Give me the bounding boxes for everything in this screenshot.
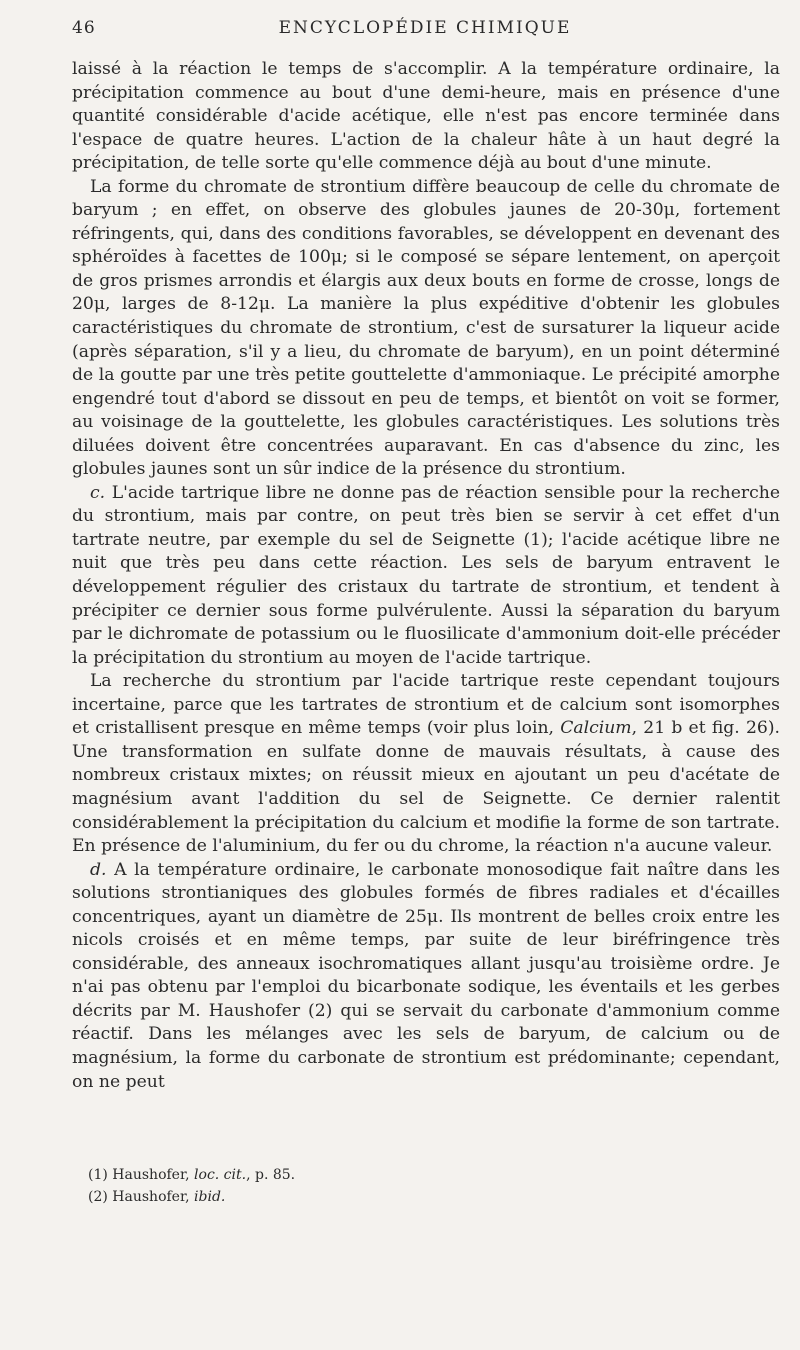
paragraph-3-text: L'acide tartrique libre ne donne pas de réaction sensible pour la recherche du strontium, mais par contre, on peut très bien se servir à cet effet d'un tartrate neutre, par exemple du sel de Seignette (1); l'acide acétique libre ne nuit que très peu dans cette réaction. Les sels de baryum entravent le développement régulier des cristaux du tartrate de strontium, et tendent à précipiter ce dernier sous forme pulvérulente. Aussi la séparation du baryum par le dichromate de potassium ou le fluosilicate d'ammonium doit-elle précéder la précipitation du strontium au moyen de l'acide tartrique. (72, 482, 780, 668)
footnote-1-number: (1) (88, 1167, 108, 1183)
footnote-2 (88, 1186, 768, 1208)
paragraph-4-text-end: , 21 b et fig. 26). Une transformation en sulfate donne de mauvais résultats, à cause des nombreux cristaux mixtes; on réussit mieux en ajoutant un peu d'acétate de magnésium avant l'addition du sel de Seignette. Ce dernier ralentit considérablement la précipitation du calcium et modifie la forme de son tartrate. En présence de l'aluminium, du fer ou du chrome, la réaction n'a aucune valeur. (72, 718, 780, 857)
cross-reference-calcium: Calcium (560, 718, 632, 739)
footnote-1-page: , p. 85. (246, 1167, 296, 1183)
paragraph-3 (72, 482, 780, 670)
footnote-2-reference: ibid. (194, 1189, 226, 1205)
paragraph-1: laissé à la réaction le temps de s'accomplir. A la température ordinaire, la précipitation commence au bout d'une demi-heure, mais en présence d'une quantité considérable d'acide acétique, elle n'est pas encore terminée dans l'espace de quatre heures. L'action de la chaleur hâte à un haut degré la précipitation, de telle sorte qu'elle commence déjà au bout d'une minute. (72, 59, 780, 174)
footnote-2-number: (2) (88, 1189, 108, 1205)
paragraph-4 (72, 670, 780, 858)
body-text (72, 58, 780, 1094)
page-header (72, 18, 778, 44)
page-number: 46 (72, 18, 96, 38)
footnote-2-author: Haushofer, (112, 1189, 190, 1205)
paragraph-5 (72, 859, 780, 1094)
paragraph-4-text-start: La recherche du strontium par l'acide tartrique reste cependant toujours incertaine, parce que les tartrates de strontium et de calcium sont isomorphes et cristallisent presque en même temps (voir plus loin, (72, 671, 780, 739)
paragraph-label-c: c. (90, 482, 106, 503)
footnotes (88, 1164, 768, 1208)
footnote-1-author: Haushofer, (112, 1167, 190, 1183)
footnote-1 (88, 1164, 768, 1186)
running-title: ENCYCLOPÉDIE CHIMIQUE (278, 18, 572, 38)
paragraph-label-d: d. (90, 859, 107, 880)
paragraph-2: La forme du chromate de strontium diffère beaucoup de celle du chromate de baryum ; en effet, on observe des globules jaunes de 20-30μ, fortement réfringents, qui, dans des conditions favorables, se développent en devenant des sphéroïdes à facettes de 100μ; si le composé se sépare lentement, on aperçoit de gros prismes arrondis et élargis aux deux bouts en forme de crosse, longs de 20μ, larges de 8-12μ. La manière la plus expéditive d'obtenir les globules caractéristiques du chromate de strontium, c'est de sursaturer la liqueur acide (après séparation, s'il y a lieu, du chromate de baryum), en un point déterminé de la goutte par une très petite gouttelette d'ammoniaque. Le précipité amorphe engendré tout d'abord se dissout en peu de temps, et bientôt on voit se former, au voisinage de la gouttelette, les globules caractéristiques. Les solutions très diluées doivent être concentrées auparavant. En cas d'absence du zinc, les globules jaunes sont un sûr indice de la présence du strontium. (72, 176, 780, 480)
paragraph-5-text: A la température ordinaire, le carbonate monosodique fait naître dans les solutions strontianiques des globules formés de fibres radiales et d'écailles concentriques, ayant un diamètre de 25μ. Ils montrent de belles croix entre les nicols croisés et en même temps, par suite de leur biréfringence très considérable, des anneaux isochromatiques allant jusqu'au troisième ordre. Je n'ai pas obtenu par l'emploi du bicarbonate sodique, les éventails et les gerbes décrits par M. Haushofer (2) qui se servait du carbonate d'ammonium comme réactif. Dans les mélanges avec les sels de baryum, de calcium ou de magnésium, la forme du carbonate de strontium est prédominante; cependant, on ne peut (72, 859, 780, 1092)
footnote-1-reference: loc. cit. (194, 1167, 247, 1183)
